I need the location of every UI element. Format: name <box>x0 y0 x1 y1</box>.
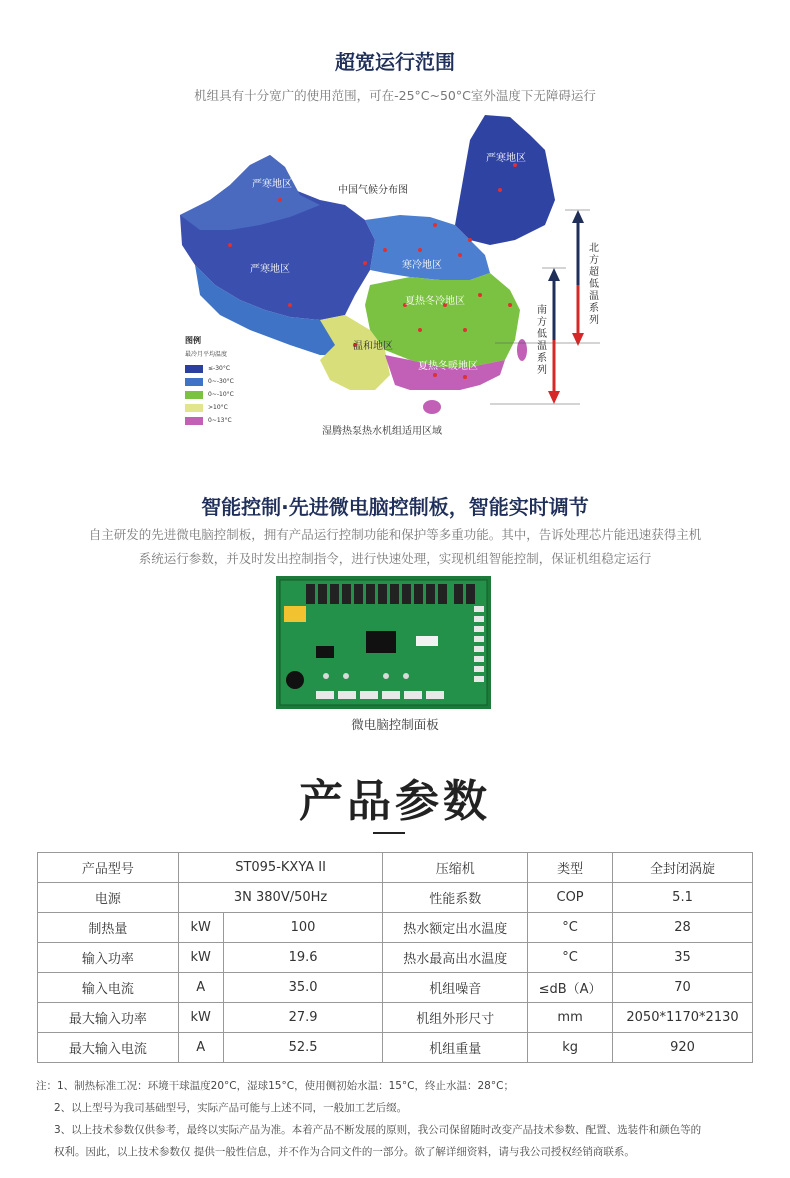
south-series-label: 南方低温系列 <box>537 305 547 376</box>
section-subtitle-range: 机组具有十分宽广的使用范围，可在-25°C~50°C室外温度下无障碍运行 <box>194 88 596 103</box>
table-row <box>38 1003 753 1033</box>
table-cell: 机组重量 <box>383 1033 528 1063</box>
note-line: 权利。因此，以上技术参数仅 提供一般性信息，并不作为合同文件的一部分。欲了解详细资料，请与我公司授权经销商联系。 <box>54 1146 635 1158</box>
notes <box>36 1075 766 1163</box>
region-label-nw: 严寒地区 <box>250 264 290 275</box>
table-cell: 输入电流 <box>38 973 179 1003</box>
table-cell: 100 <box>223 913 383 943</box>
paragraph-line: 系统运行参数，并及时发出控制指令，进行快速处理，实现机组智能控制，保证机组稳定运行 <box>138 551 652 566</box>
board-caption: 微电脑控制面板 <box>351 717 439 732</box>
table-cell: 全封闭涡旋 <box>613 853 753 883</box>
table-cell: 2050*1170*2130 <box>613 1003 753 1033</box>
table-row <box>38 943 753 973</box>
table-cell: 类型 <box>528 853 613 883</box>
control-board-image <box>276 576 491 709</box>
table-row <box>38 853 753 883</box>
table-cell: 35.0 <box>223 973 383 1003</box>
legend-item: 0~13°C <box>208 417 232 424</box>
table-cell: 27.9 <box>223 1003 383 1033</box>
legend-item: 0~-30°C <box>208 378 234 385</box>
region-label-nw-top: 严寒地区 <box>252 179 292 190</box>
north-series-label: 北方超低温系列 <box>589 243 599 326</box>
table-cell: 热水最高出水温度 <box>383 943 528 973</box>
table-cell: 3N 380V/50Hz <box>178 883 383 913</box>
section-paragraph-control <box>30 523 760 571</box>
table-cell: kW <box>178 913 223 943</box>
table-cell: 性能系数 <box>383 883 528 913</box>
legend-item: >10°C <box>208 404 228 411</box>
table-cell: 最大输入功率 <box>38 1003 179 1033</box>
map-title: 中国气候分布图 <box>338 185 408 196</box>
table-row <box>38 973 753 1003</box>
table-cell: ≤dB（A） <box>528 973 613 1003</box>
map-caption: 湿腾热泵热水机组适用区域 <box>322 426 442 437</box>
table-cell: 热水额定出水温度 <box>383 913 528 943</box>
table-cell: °C <box>528 913 613 943</box>
table-cell: 产品型号 <box>38 853 179 883</box>
table-cell: °C <box>528 943 613 973</box>
control-board-graphic <box>276 576 491 709</box>
table-cell: kg <box>528 1033 613 1063</box>
region-label-temperate: 温和地区 <box>353 341 393 352</box>
china-map-graphic <box>170 105 630 445</box>
table-cell: 机组外形尺寸 <box>383 1003 528 1033</box>
table-row <box>38 913 753 943</box>
table-cell: 5.1 <box>613 883 753 913</box>
table-cell: 19.6 <box>223 943 383 973</box>
table-cell: A <box>178 1033 223 1063</box>
table-cell: ST095-KXYA II <box>178 853 383 883</box>
section-title-control: 智能控制·先进微电脑控制板，智能实时调节 <box>201 495 589 519</box>
table-row <box>38 883 753 913</box>
table-cell: 输入功率 <box>38 943 179 973</box>
table-cell: 52.5 <box>223 1033 383 1063</box>
table-cell: 70 <box>613 973 753 1003</box>
table-cell: kW <box>178 943 223 973</box>
table-cell: mm <box>528 1003 613 1033</box>
table-cell: 机组噪音 <box>383 973 528 1003</box>
legend-subtitle: 最冷月平均温度 <box>185 351 228 358</box>
table-cell: 压缩机 <box>383 853 528 883</box>
region-label-cold: 寒冷地区 <box>402 260 442 271</box>
table-cell: A <box>178 973 223 1003</box>
note-line: 2、以上型号为我司基础型号，实际产品可能与上述不同，一般加工艺后缀。 <box>54 1102 408 1114</box>
paragraph-line: 自主研发的先进微电脑控制板，拥有产品运行控制功能和保护等多重功能。其中，告诉处理芯片能迅速获得主机 <box>88 527 702 542</box>
table-cell: 最大输入电流 <box>38 1033 179 1063</box>
table-row <box>38 1033 753 1063</box>
table-cell: 920 <box>613 1033 753 1063</box>
spec-table <box>37 852 753 1063</box>
region-label-hscw: 夏热冬冷地区 <box>405 296 465 307</box>
section-title-range: 超宽运行范围 <box>335 50 455 74</box>
section-title-params: 产品参数 <box>299 776 491 827</box>
table-cell: 制热量 <box>38 913 179 943</box>
region-label-hsww: 夏热冬暖地区 <box>418 361 478 372</box>
table-cell: 35 <box>613 943 753 973</box>
title-underline <box>373 832 405 834</box>
legend-title: 图例 <box>185 336 201 345</box>
climate-map <box>170 105 630 445</box>
table-cell: 电源 <box>38 883 179 913</box>
legend-item: ≤-30°C <box>208 365 231 372</box>
table-cell: kW <box>178 1003 223 1033</box>
table-cell: COP <box>528 883 613 913</box>
region-label-ne: 严寒地区 <box>486 153 526 164</box>
note-line: 3、以上技术参数仅供参考，最终以实际产品为准。本着产品不断发展的原则，我公司保留随时改变产品技术参数、配置、选装件和颜色等的 <box>54 1124 702 1136</box>
note-line: 注：1、制热标准工况：环境干球温度20°C，湿球15°C，使用侧初始水温：15°C，终止水温：28°C； <box>36 1080 514 1092</box>
legend-item: 0~-10°C <box>208 391 234 398</box>
table-cell: 28 <box>613 913 753 943</box>
